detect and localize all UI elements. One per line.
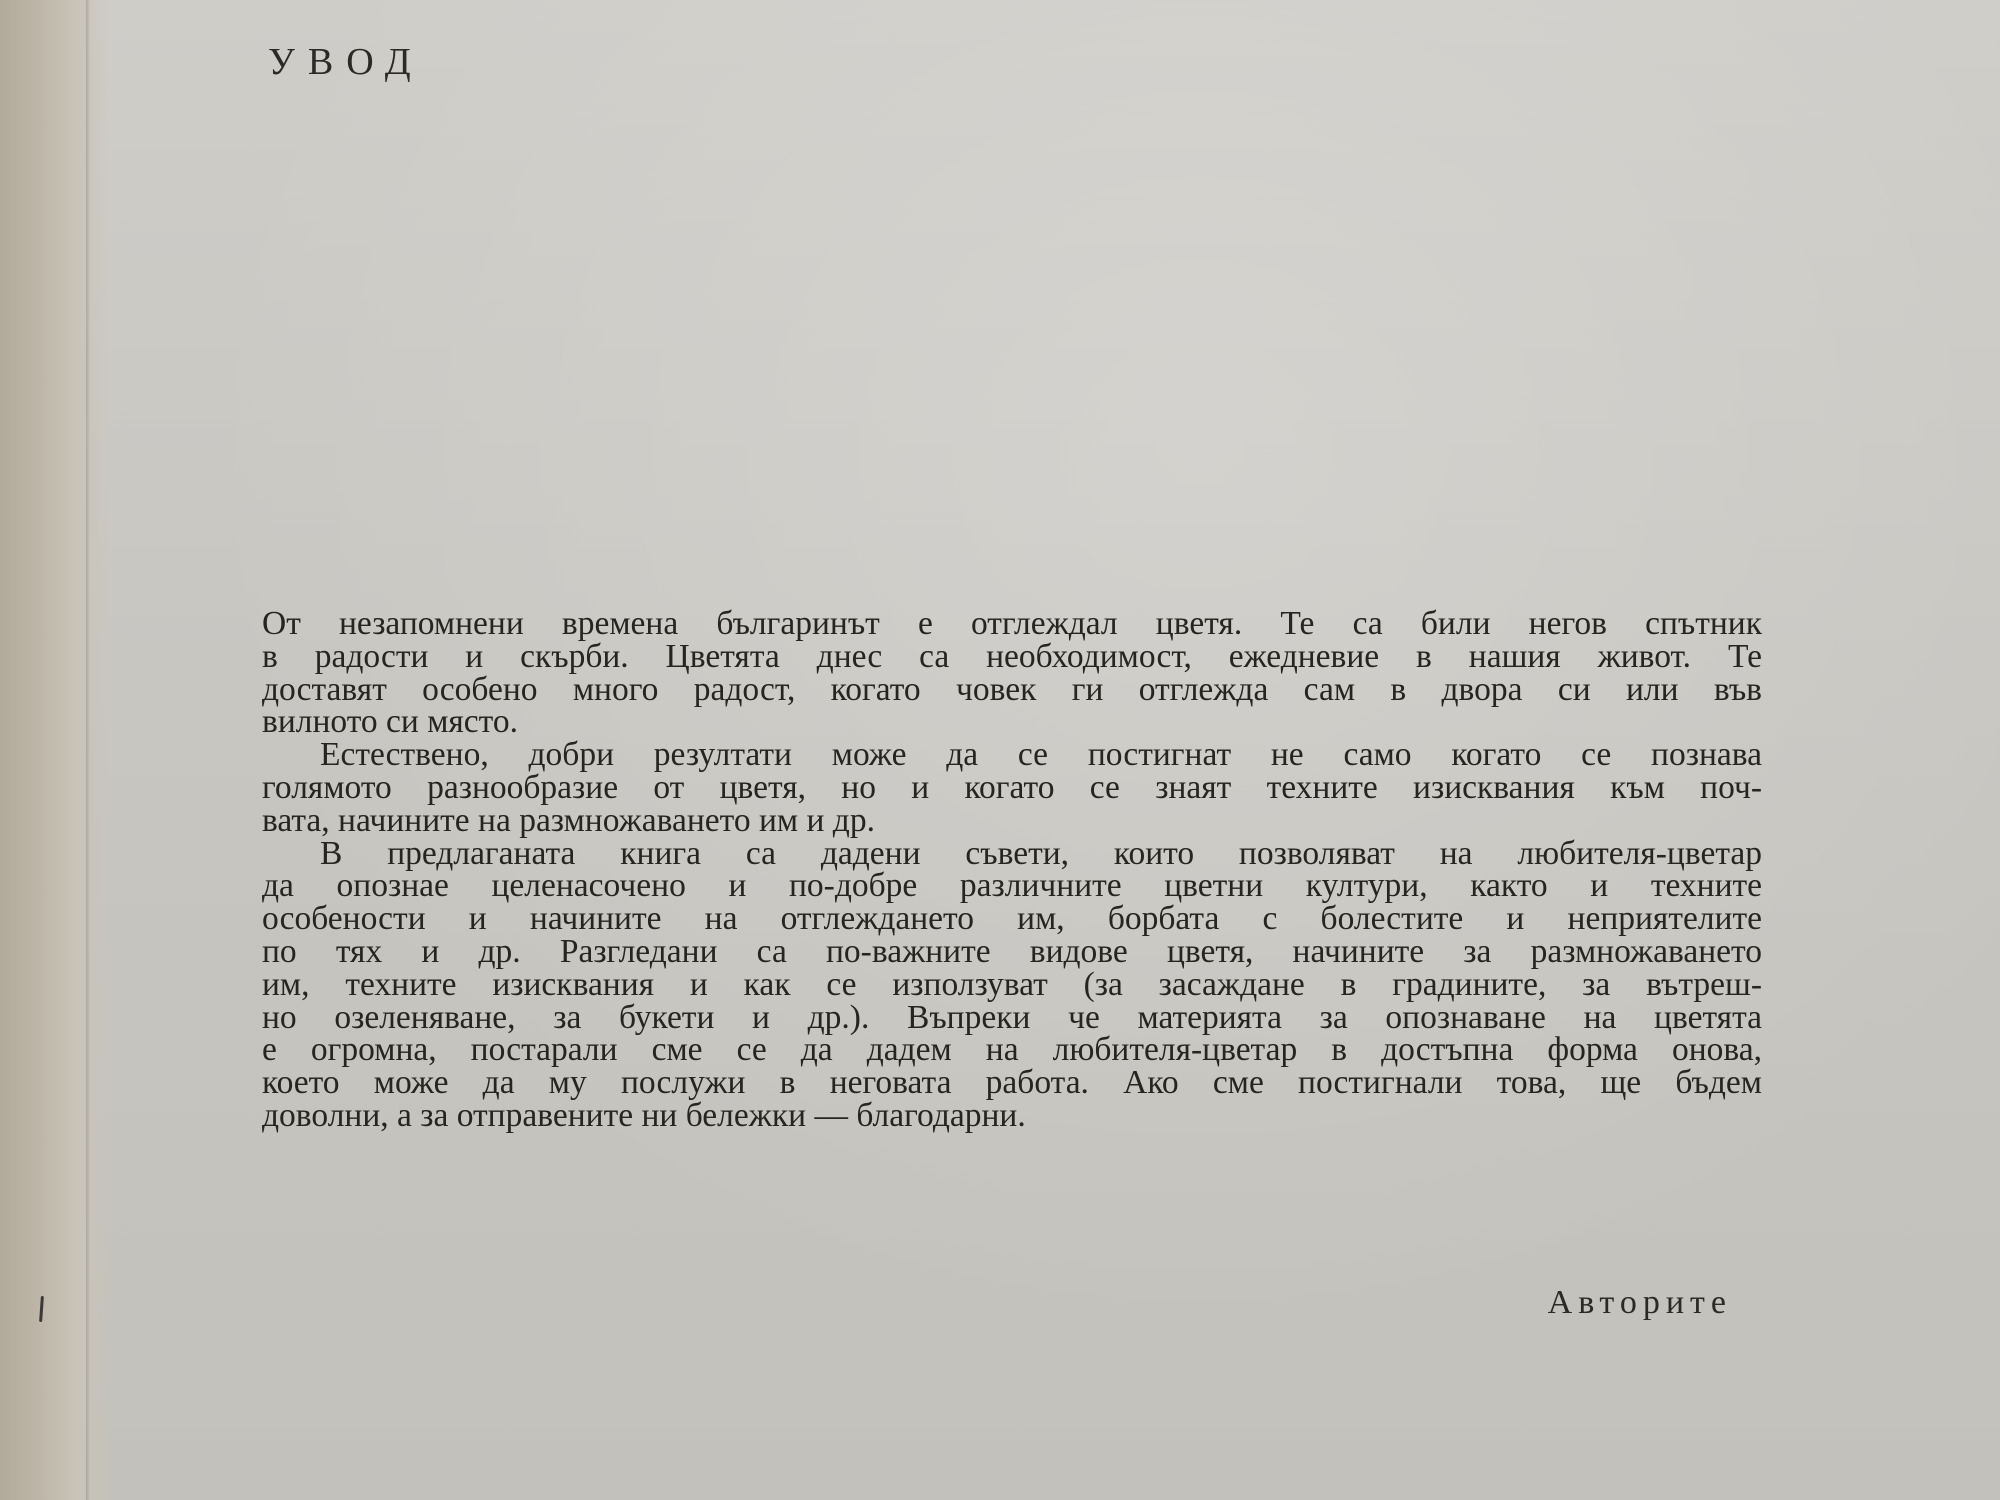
text-line: вата, начините на размножаването им и др. [262, 801, 875, 839]
introduction-text [262, 605, 1762, 1134]
text-line: доволни, а за отправените ни бележки — благодарни. [262, 1096, 1026, 1134]
page-edge [86, 0, 90, 1500]
text-line: особености и начините на отглеждането им, борбата с болестите и неприятелите [262, 900, 1762, 938]
text-line: което може да му послужи в неговата работа. Ако сме постигнали това, ще бъдем [262, 1064, 1762, 1102]
text-line: голямото разнообразие от цветя, но и когато се знаят техните изисквания към поч- [262, 768, 1762, 806]
text-line: вилното си място. [262, 703, 518, 741]
text-line: доставят особено много радост, когато човек ги отглежда сам в двора си или във [262, 670, 1762, 708]
authors-signature: Авторите [1547, 1284, 1732, 1321]
text-line: в радости и скърби. Цветята днес са необходимост, ежедневие в нашия живот. Те [262, 637, 1762, 675]
text-line: да опознае целенасочено и по-добре различните цветни култури, както и техните [262, 867, 1762, 905]
text-line: От незапомнени времена българинът е отглеждал цветя. Те са били негов спътник [262, 605, 1762, 642]
text-line: им, техните изисквания и как се използуват (за засаждане в градините, за вътреш- [262, 965, 1762, 1003]
text-line: е огромна, постарали сме се да дадем на любителя-цветар в достъпна форма онова, [262, 1031, 1762, 1069]
text-line: Естествено, добри резултати може да се постигнат не само когато се познава [320, 736, 1762, 774]
chapter-title: УВОД [268, 41, 424, 83]
page-gutter-shadow [0, 0, 110, 1500]
text-line: по тях и др. Разгледани са по-важните видове цветя, начините за размножаването [262, 932, 1762, 970]
text-line: В предлаганата книга са дадени съвети, които позволяват на любителя-цветар [320, 834, 1762, 872]
text-line: но озеленяване, за букети и др.). Въпреки че материята за опознаване на цветята [262, 998, 1762, 1036]
